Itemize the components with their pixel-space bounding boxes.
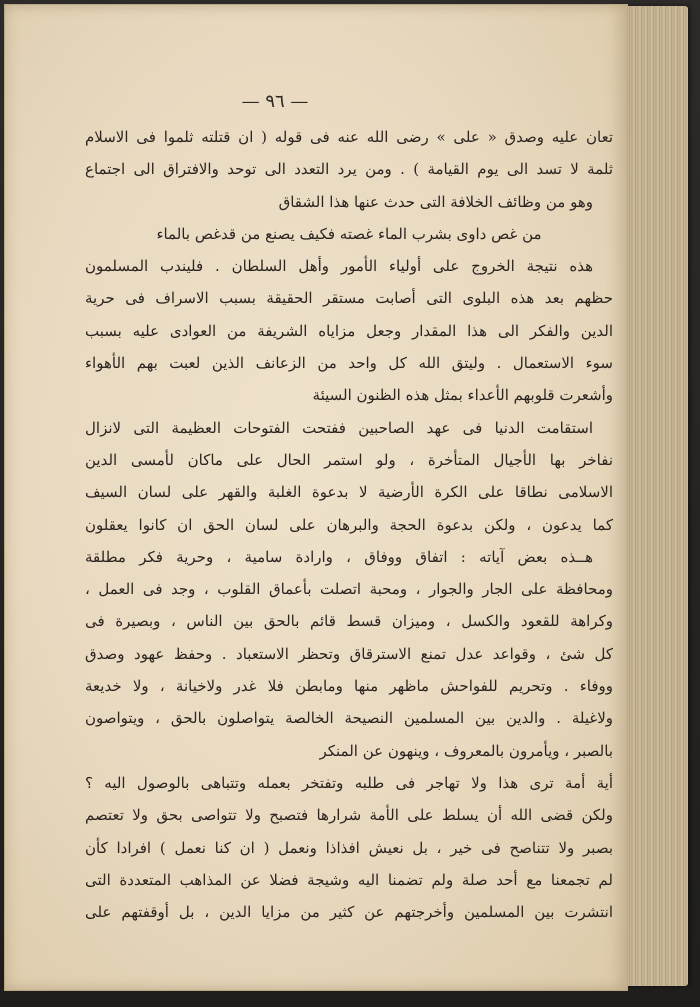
page-body-text: [85, 121, 613, 928]
text-line: وهو من وظائف الخلافة التى حدث عنها هذا الشقاق: [278, 192, 593, 211]
text-line: كل شئ ، وقواعد عدل تمنع الاسترقاق وتحظر الاستعباد . وحفظ عهود وصدق: [85, 644, 613, 663]
text-line: ولكن قضى الله أن يسلط على الأمة شرارها فتصبح ولا تتواصى بحق ولا تعتصم: [85, 806, 613, 825]
text-line: ولاغيلة . والدين بين المسلمين النصيحة الخالصة يتواصلون بالحق ، ويتواصون: [85, 709, 613, 728]
text-line: استقامت الدنيا فى عهد الصاحبين ففتحت الفتوحات العظيمة التى لانزال: [85, 418, 593, 437]
text-line: حظهم بعد هذه البلوى التى أصابت مستقر الحقيقة بسبب الاسراف فى حرية: [85, 289, 613, 308]
text-line: كما يدعون ، ولكن بدعوة الحجة والبرهان على لسان الحق ان كانوا يعقلون: [85, 515, 613, 534]
text-line: وأشعرت قلوبهم الأعداء بمثل هذه الظنون السيئة: [312, 386, 613, 405]
text-line: سوء الاستعمال . وليتق الله كل واحد من الزعانف الذين لعبت بهم الأهواء: [85, 354, 613, 373]
book-page: [4, 4, 628, 991]
text-line: نفاخر بها الأجيال المتأخرة ، ولو استمر الحال على ماكان لأمسى الدين: [85, 450, 613, 469]
text-line: أية أمة ترى هذا ولا تهاجر فى طلبه وتفتخر بعمله وتتباهى بالوصول اليه ؟: [85, 773, 613, 792]
text-line: تعان عليه وصدق « على » رضى الله عنه فى قوله ( ان قتلته ثلموا فى الاسلام: [85, 128, 613, 146]
text-line: هذه نتيجة الخروج على أولياء الأمور وأهل السلطان . فليندب المسلمون: [85, 257, 593, 276]
poetry-verse: من غص داوى بشرب الماء غصته فكيف يصنع من قدغص بالماء: [156, 224, 542, 243]
text-line: لم تجمعنا مع أحد صلة ولم تضمنا اليه وشيجة فضلا عن المذاهب المتعددة التى: [85, 870, 613, 889]
text-line: بالصبر ، ويأمرون بالمعروف ، وينهون عن المنكر: [319, 741, 613, 760]
text-line: الدين والفكر الى هذا المقدار وجعل مزاياه الشريفة من العوادى عليه بسبب: [85, 321, 613, 340]
text-line: ومحافظة على الجار والجوار ، ومحبة اتصلت بأعماق القلوب ، وجد فى العمل ،: [85, 580, 613, 599]
text-line: انتشرت بين المسلمين وأخرجتهم عن كثير من مزايا الدين ، بل أوقفتهم على: [85, 903, 613, 922]
text-line: الاسلامى نطاقا على الكرة الأرضية لا بدعوة الغلبة والقهر على لسان السيف: [85, 483, 613, 502]
text-line: ثلمة لا تسد الى يوم القيامة ) . ومن يرد التعدد الى توحد والافتراق الى اجتماع: [85, 160, 613, 179]
text-line: ووفاء . وتحريم للفواحش ماظهر منها ومابطن فلا غدر ولاخيانة ، ولا خديعة: [85, 677, 613, 696]
page-number: — ٩٦ —: [241, 91, 309, 112]
text-line: وكراهة للقعود والكسل ، وميزان قسط قائم بالحق بين الناس ، وبصيرة فى: [85, 612, 613, 631]
text-line: بصبر ولا تتناصح فى خير ، بل نعيش افذاذا ونعمل ( ان كنا نعمل ) افرادا كأن: [85, 838, 613, 857]
text-line: هــذه بعض آياته : اتفاق ووفاق ، وارادة سامية ، وحرية فكر مطلقة: [85, 547, 593, 566]
